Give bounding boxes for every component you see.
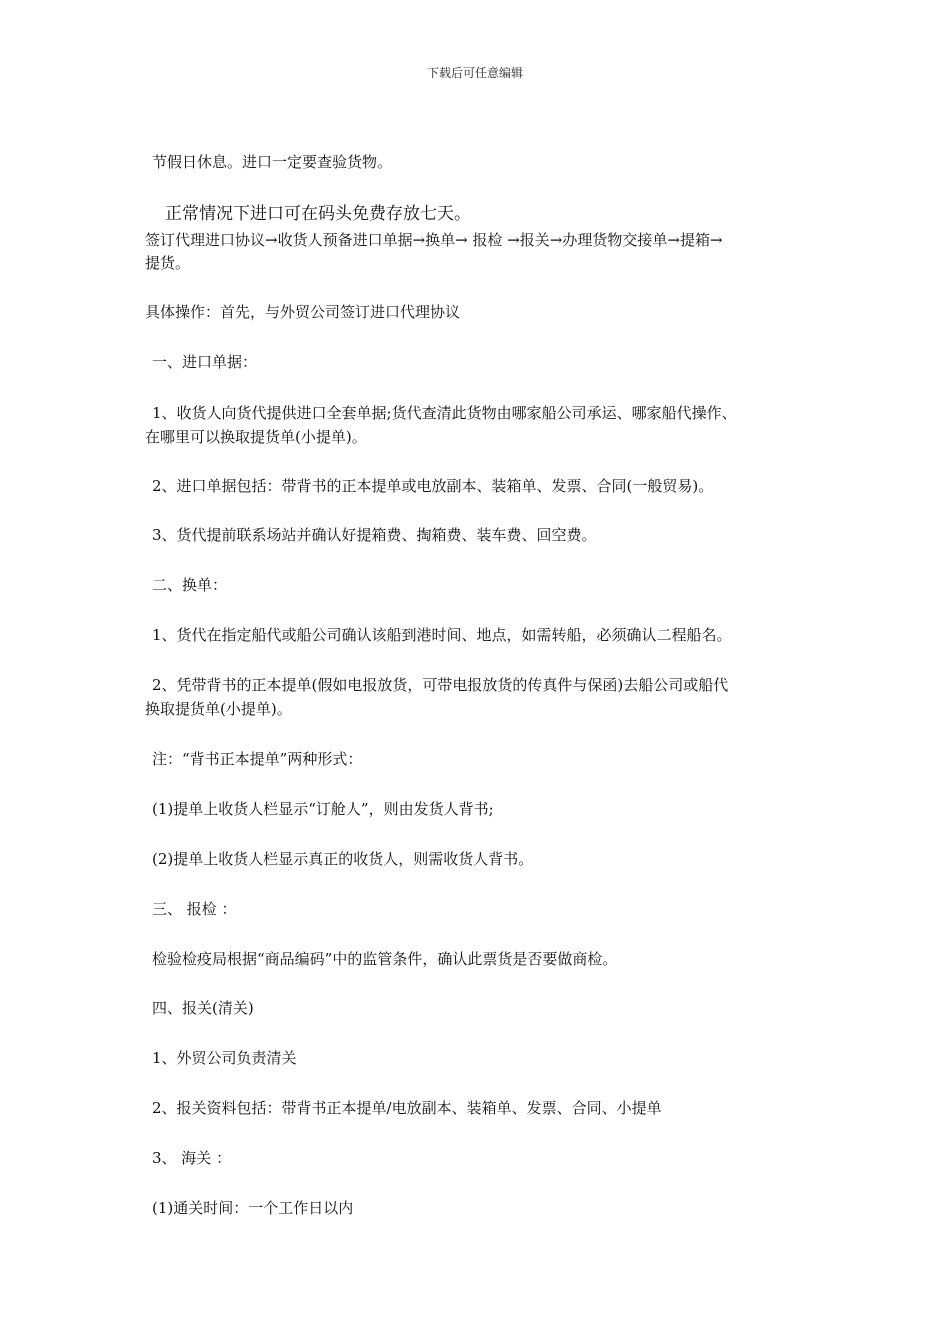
section-heading-inspection: 三、 报检 ： [152, 900, 237, 918]
list-item-documents-3: 3、货代提前联系场站并确认好提箱费、掏箱费、装车费、回空费。 [152, 526, 597, 544]
note-item-1: (1)提单上收货人栏显示“订舱人”，则由发货人背书; [152, 800, 494, 818]
list-item-documents-2: 2、进口单据包括：带背书的正本提单或电放副本、装箱单、发票、合同(一般贸易)。 [152, 477, 714, 495]
list-item-customs-3: 3、 海关 ： [152, 1149, 232, 1167]
note-item-2: (2)提单上收货人栏显示真正的收货人，则需收货人背书。 [152, 850, 534, 868]
list-item-documents-1-cont: 在哪里可以换取提货单(小提单)。 [145, 428, 367, 446]
note-heading: 注：“背书正本提单”两种形式： [152, 750, 363, 768]
text-line-inspection: 检验检疫局根据“商品编码”中的监管条件，确认此票货是否要做商检。 [152, 950, 618, 968]
section-heading-customs: 四、报关(清关) [152, 999, 254, 1017]
list-item-customs-3-1: (1)通关时间：一个工作日以内 [152, 1199, 354, 1217]
text-line-specific-operation: 具体操作：首先，与外贸公司签订进口代理协议 [145, 303, 461, 321]
list-item-customs-1: 1、外贸公司负责清关 [152, 1049, 297, 1067]
list-item-customs-2: 2、报关资料包括：带背书正本提单/电放副本、装箱单、发票、合同、小提单 [152, 1099, 662, 1117]
list-item-exchange-2-cont: 换取提货单(小提单)。 [145, 700, 292, 718]
list-item-exchange-2: 2、凭带背书的正本提单(假如电报放货，可带电报放货的传真件与保函)去船公司或船代 [152, 676, 729, 694]
text-line-free-storage: 正常情况下进口可在码头免费存放七天。 [165, 204, 471, 224]
page-header-note: 下载后可任意编辑 [426, 66, 523, 80]
text-line-holiday: 节假日休息。进口一定要查验货物。 [152, 153, 393, 171]
section-heading-exchange: 二、换单： [152, 576, 228, 594]
list-item-documents-1: 1、收货人向货代提供进口全套单据;货代查清此货物由哪家船公司承运、哪家船代操作、 [152, 404, 737, 422]
list-item-exchange-1: 1、货代在指定船代或船公司确认该船到港时间、地点，如需转船，必须确认二程船名。 [152, 626, 732, 644]
section-heading-documents: 一、进口单据： [152, 353, 258, 371]
text-line-process-flow-cont: 提货。 [145, 254, 191, 272]
text-line-process-flow: 签订代理进口协议→收货人预备进口单据→换单→ 报检 →报关→办理货物交接单→提箱→ [145, 231, 723, 249]
